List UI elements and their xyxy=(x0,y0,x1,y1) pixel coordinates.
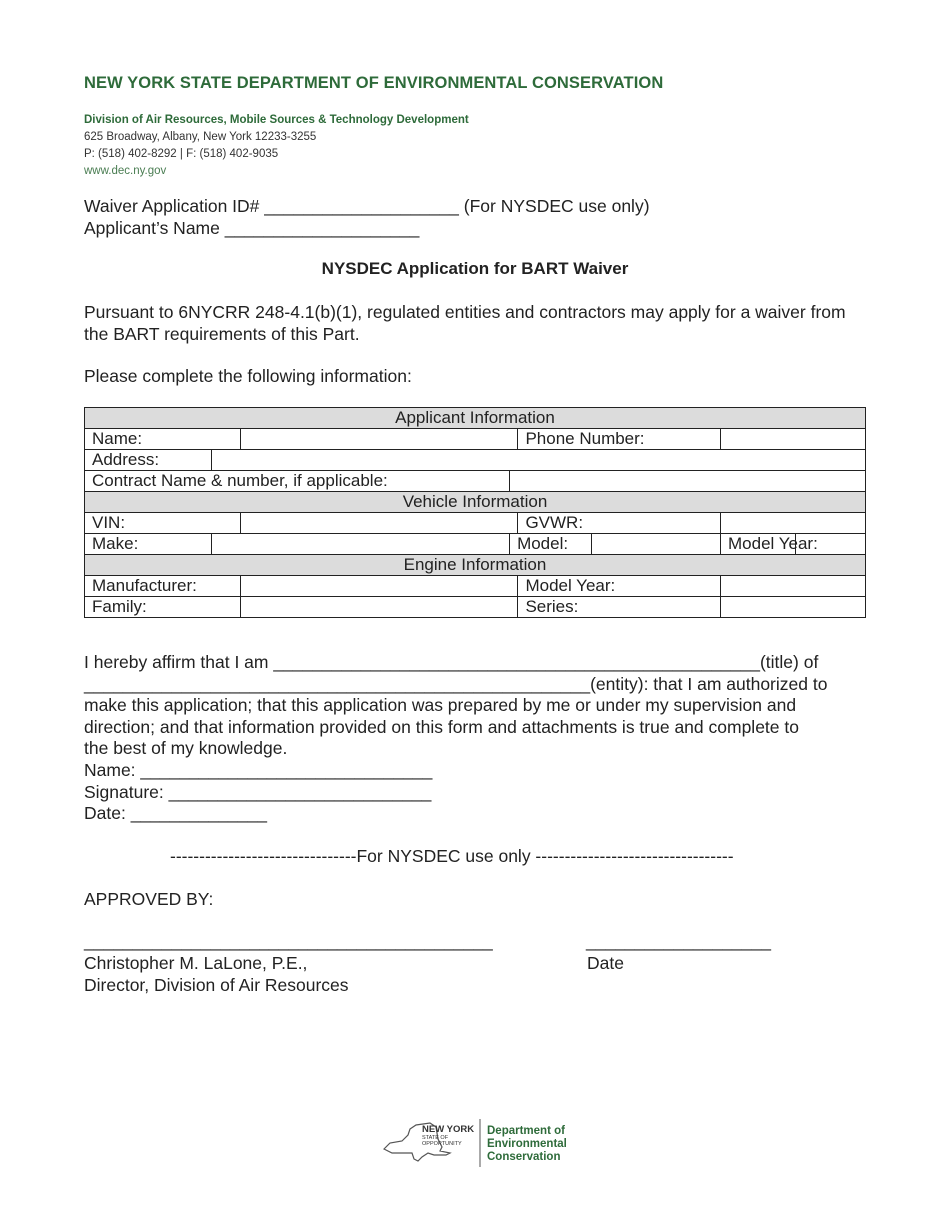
dec-footer-logo xyxy=(380,1117,580,1169)
division-name: Division of Air Resources, Mobile Sources & Technology Development xyxy=(84,114,469,126)
make-label: Make: xyxy=(85,534,212,555)
agency-website-link[interactable]: www.dec.ny.gov xyxy=(84,165,167,177)
affirmation-line-3: make this application; that this application was prepared by me or under my supervision and xyxy=(84,695,797,715)
approver-signature-rule: __________________________________________ xyxy=(84,931,493,951)
series-label: Series: xyxy=(518,597,721,618)
name-label: Name: xyxy=(85,429,241,450)
address-field[interactable] xyxy=(212,450,866,471)
state-of-text: STATE OF xyxy=(422,1135,449,1141)
engine-section-row xyxy=(85,555,866,576)
approval-date-rule: ___________________ xyxy=(586,931,771,951)
signer-signature-line: Signature: ___________________________ xyxy=(84,782,432,802)
dept-of-text: Department of xyxy=(487,1125,565,1137)
engine-model-year-label: Model Year: xyxy=(518,576,721,597)
manufacturer-year-row xyxy=(85,576,866,597)
affirmation-line-4: direction; and that information provided on this form and attachments is true and complete to xyxy=(84,717,799,737)
model-field[interactable] xyxy=(591,534,720,555)
affirmation-line-2: ____________________________________________________(entity): that I am authorized to xyxy=(84,674,828,694)
applicant-name-line: Applicant’s Name ____________________ xyxy=(84,218,420,238)
name-phone-row xyxy=(85,429,866,450)
approver-title: Director, Division of Air Resources xyxy=(84,975,349,995)
engine-section-header: Engine Information xyxy=(85,555,866,576)
make-field[interactable] xyxy=(212,534,510,555)
affirmation-line-5: the best of my knowledge. xyxy=(84,738,288,758)
family-series-row xyxy=(85,597,866,618)
application-form-table xyxy=(84,407,866,618)
vin-gvwr-row xyxy=(85,513,866,534)
gvwr-label: GVWR: xyxy=(518,513,721,534)
make-model-row xyxy=(85,534,866,555)
family-label: Family: xyxy=(85,597,241,618)
office-use-divider: --------------------------------For NYSDEC use only ---------------------------------- xyxy=(170,846,734,866)
engine-model-year-field[interactable] xyxy=(721,576,866,597)
model-label: Model: xyxy=(510,534,592,555)
vehicle-section-row xyxy=(85,492,866,513)
address-row xyxy=(85,450,866,471)
agency-address: 625 Broadway, Albany, New York 12233-3255 xyxy=(84,131,317,143)
approved-by-label: APPROVED BY: xyxy=(84,889,214,909)
family-field[interactable] xyxy=(241,597,518,618)
instruction-text: Please complete the following information: xyxy=(84,366,412,386)
page-title: NYSDEC Application for BART Waiver xyxy=(321,259,629,278)
name-field[interactable] xyxy=(241,429,518,450)
signer-date-line: Date: ______________ xyxy=(84,803,267,823)
agency-phone-fax: P: (518) 402-8292 | F: (518) 402-9035 xyxy=(84,148,279,160)
signer-name-line: Name: ______________________________ xyxy=(84,760,433,780)
gvwr-field[interactable] xyxy=(721,513,866,534)
address-label: Address: xyxy=(85,450,212,471)
contract-field[interactable] xyxy=(510,471,866,492)
ny-state-text: NEW YORK xyxy=(422,1124,475,1135)
conservation-text: Conservation xyxy=(487,1151,561,1163)
applicant-section-header: Applicant Information xyxy=(85,408,866,429)
approval-date-label: Date xyxy=(587,953,624,973)
agency-name: NEW YORK STATE DEPARTMENT OF ENVIRONMENTAL CONSERVATION xyxy=(84,74,664,92)
waiver-id-line: Waiver Application ID# ____________________ (For NYSDEC use only) xyxy=(84,196,650,216)
manufacturer-field[interactable] xyxy=(241,576,518,597)
vin-label: VIN: xyxy=(85,513,241,534)
opportunity-text: OPPORTUNITY xyxy=(422,1141,462,1147)
environmental-text: Environmental xyxy=(487,1138,567,1150)
series-field[interactable] xyxy=(721,597,866,618)
approver-name: Christopher M. LaLone, P.E., xyxy=(84,953,308,973)
vehicle-model-year-label: Model Year: xyxy=(721,534,796,555)
intro-paragraph: Pursuant to 6NYCRR 248-4.1(b)(1), regulated entities and contractors may apply for a waiver from the BART requirements of this Part. xyxy=(84,302,846,344)
vehicle-section-header: Vehicle Information xyxy=(85,492,866,513)
phone-number-field[interactable] xyxy=(721,429,866,450)
affirmation-line-1: I hereby affirm that I am __________________________________________________(title) of xyxy=(84,652,819,672)
vin-field[interactable] xyxy=(241,513,518,534)
contract-label: Contract Name & number, if applicable: xyxy=(85,471,510,492)
phone-number-label: Phone Number: xyxy=(518,429,721,450)
contract-row xyxy=(85,471,866,492)
applicant-section-row xyxy=(85,408,866,429)
manufacturer-label: Manufacturer: xyxy=(85,576,241,597)
